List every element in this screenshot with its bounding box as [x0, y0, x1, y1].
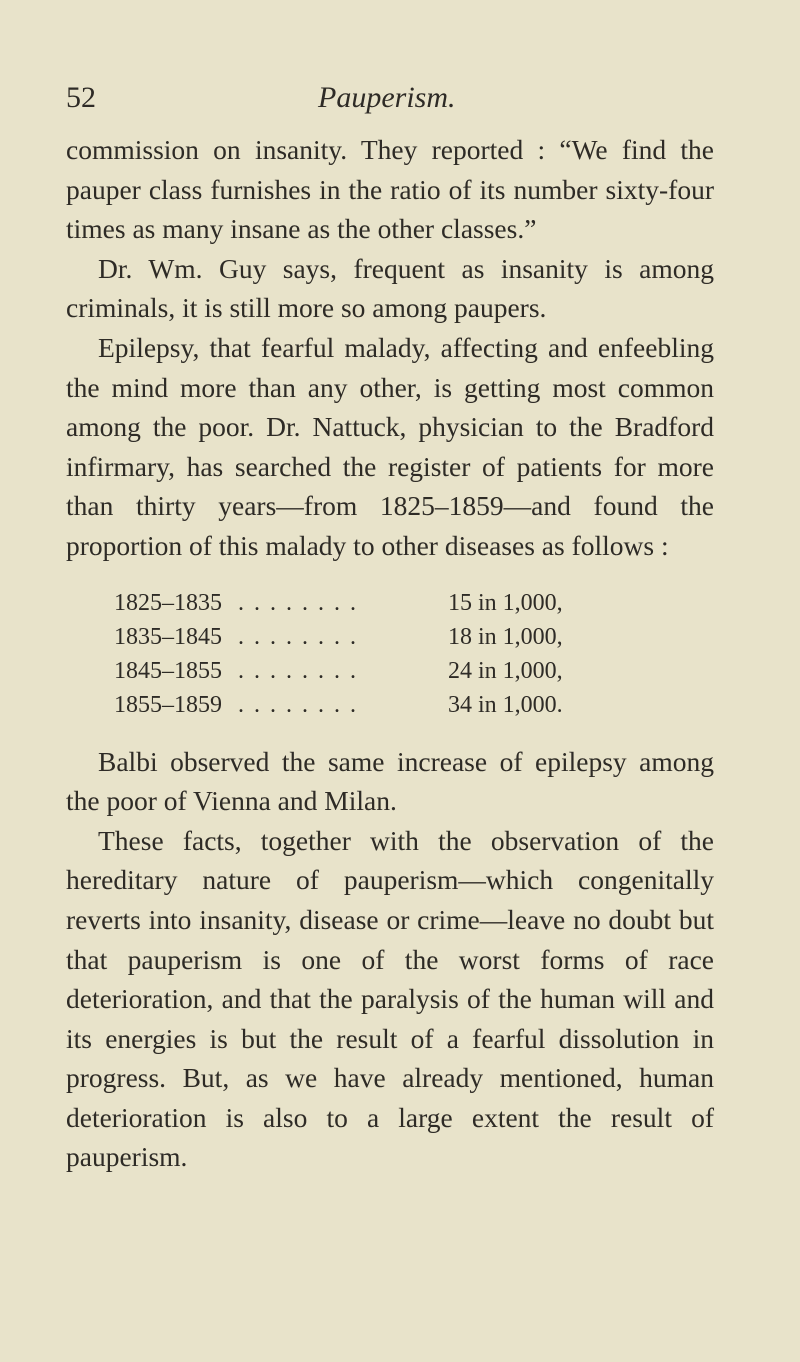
table-row [114, 688, 674, 722]
running-title: Pauperism. [318, 81, 456, 114]
paragraph-balbi: Balbi observed the same increase of epilepsy among the poor of Vienna and Milan. [66, 745, 714, 817]
table-ratio: 18 in 1,000, [448, 623, 563, 650]
paragraph-insanity-report: commission on insanity. They reported : “We find the pauper class furnishes in the ratio of its number sixty-four times as many insane as the other classes.” [66, 134, 714, 245]
dot-leaders: . . . . . . . . [238, 657, 358, 684]
paragraph-conclusion: These facts, together with the observation of the hereditary nature of pauperism—which congenitally reverts into insanity, disease or crime—leave no doubt but that pauperism is one of the worst forms of race deterioration, and that the paralysis of the human will and its energies is but the result of a fearful dissolution in progress. But, as we have already mentioned, human deterioration is also to a large extent the result of pauperism. [66, 824, 714, 1173]
dot-leaders: . . . . . . . . [238, 691, 358, 718]
table-period: 1825–1835 [114, 589, 222, 616]
table-ratio: 15 in 1,000, [448, 589, 563, 616]
page-header [66, 78, 746, 118]
table-row [114, 620, 674, 654]
table-row [114, 586, 674, 620]
table-period: 1835–1845 [114, 623, 222, 650]
paragraph-epilepsy: Epilepsy, that fearful malady, affecting and enfeebling the mind more than any other, is getting most common among the poor. Dr. Nattuck, physician to the Bradford infirmary, has searched the register of patients for more than thirty years—from 1825–1859—and found the proportion of this malady to other diseases as follows : [66, 331, 714, 561]
table-ratio: 24 in 1,000, [448, 657, 563, 684]
table-row [114, 654, 674, 688]
epilepsy-proportion-table [114, 586, 674, 722]
table-period: 1845–1855 [114, 657, 222, 684]
table-period: 1855–1859 [114, 691, 222, 718]
page-number: 52 [66, 81, 96, 114]
paragraph-guy-quote: Dr. Wm. Guy says, frequent as insanity is among criminals, it is still more so among paupers. [66, 252, 714, 324]
body-text [66, 130, 714, 1177]
dot-leaders: . . . . . . . . [238, 623, 358, 650]
table-ratio: 34 in 1,000. [448, 691, 563, 718]
dot-leaders: . . . . . . . . [238, 589, 358, 616]
